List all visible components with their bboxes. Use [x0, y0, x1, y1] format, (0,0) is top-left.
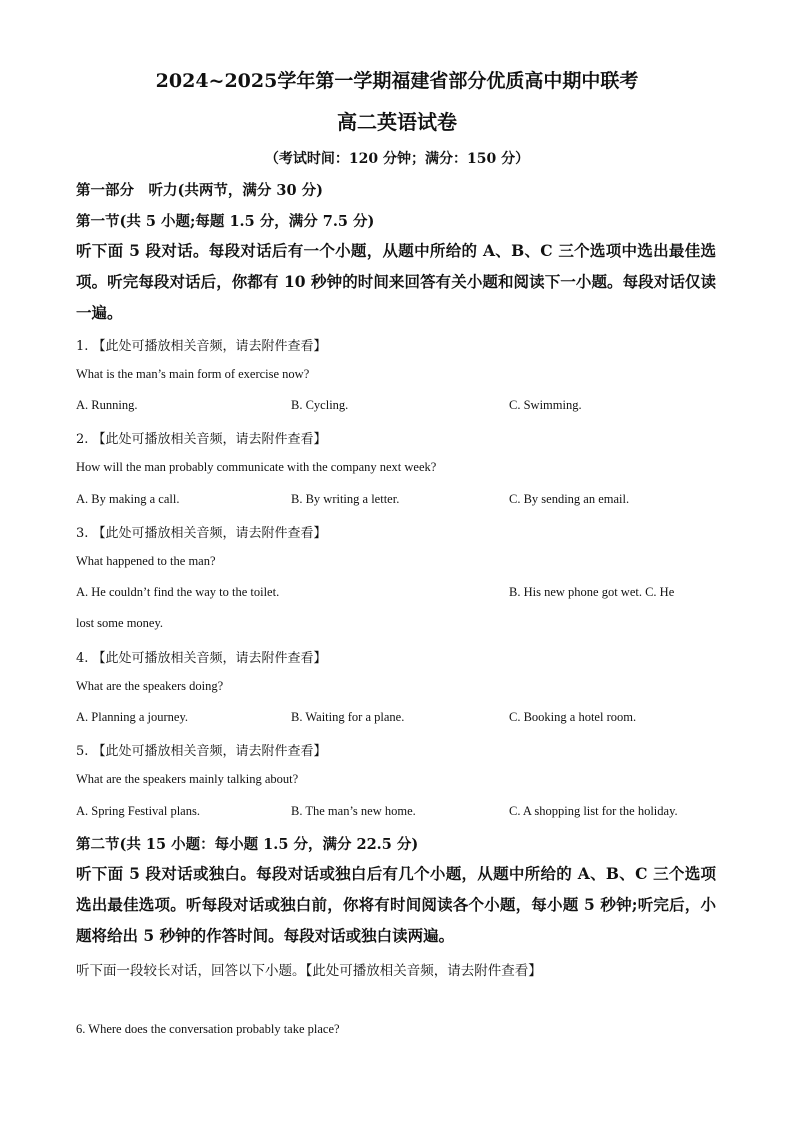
audio-prompt[interactable]: 【此处可播放相关音频，请去附件查看】 [92, 526, 327, 541]
question-header [76, 522, 327, 541]
section2-intro: 听下面一段较长对话，回答以下小题。【此处可播放相关音频，请去附件查看】 [76, 963, 542, 979]
question-header [76, 335, 327, 354]
section2-instructions: 听下面 5 段对话或独白。每段对话或独白后有几个小题，从题中所给的 A、B、C 三个选项选出最佳选项。听每段对话或独白前，你将有时间阅读各个小题，每小题 5 秒钟;听完后，小题将给出 5 秒钟的作答时间。每段对话或独白读两遍。 [76, 864, 716, 945]
question-number: 3. [76, 526, 89, 541]
section1-heading: 第一节(共 5 小题;每题 1.5 分，满分 7.5 分) [76, 213, 375, 230]
question-header [76, 428, 327, 447]
option-b: B. The man’s new home. [291, 804, 416, 818]
option-a: A. Planning a journey. [76, 710, 189, 724]
question-text: What are the speakers doing? [76, 679, 224, 693]
part-heading: 第一部分 听力(共两节，满分 30 分) [76, 182, 323, 199]
option-c: C. A shopping list for the holiday. [509, 804, 678, 818]
exam-subtitle: 高二英语试卷 [337, 110, 457, 134]
exam-info: （考试时间：120 分钟；满分：150 分） [264, 151, 530, 167]
question-text: What happened to the man? [76, 554, 216, 568]
question-number: 1. [76, 339, 89, 354]
option-a: A. Spring Festival plans. [76, 804, 200, 818]
exam-title: 2024~2025学年第一学期福建省部分优质高中期中联考 [155, 70, 639, 92]
question-text: What are the speakers mainly talking about? [76, 772, 299, 786]
audio-prompt[interactable]: 【此处可播放相关音频，请去附件查看】 [92, 432, 327, 447]
option-c-continued: lost some money. [76, 616, 164, 630]
audio-prompt[interactable]: 【此处可播放相关音频，请去附件查看】 [92, 339, 327, 354]
option-b: B. Waiting for a plane. [291, 710, 405, 724]
option-b-c: B. His new phone got wet. C. He [509, 585, 675, 599]
section2-heading: 第二节(共 15 小题：每小题 1.5 分，满分 22.5 分) [76, 836, 419, 853]
question-number: 4. [76, 651, 89, 666]
question-text: What is the man’s main form of exercise now? [76, 367, 310, 381]
option-c: C. Booking a hotel room. [509, 710, 637, 724]
option-a: A. By making a call. [76, 492, 180, 506]
section1-instructions: 听下面 5 段对话。每段对话后有一个小题，从题中所给的 A、B、C 三个选项中选出最佳选项。听完每段对话后，你都有 10 秒钟的时间来回答有关小题和阅读下一小题。每段对话仅读一遍。 [76, 241, 716, 322]
option-c: C. By sending an email. [509, 492, 630, 506]
audio-prompt[interactable]: 【此处可播放相关音频，请去附件查看】 [92, 651, 327, 666]
option-a: A. He couldn’t find the way to the toilet. [76, 585, 280, 599]
question-number: 5. [76, 744, 89, 759]
question-header [76, 647, 327, 666]
option-a: A. Running. [76, 398, 138, 412]
option-b: B. By writing a letter. [291, 492, 400, 506]
option-c: C. Swimming. [509, 398, 582, 412]
question-number: 2. [76, 432, 89, 447]
question-header [76, 740, 327, 759]
question-text: 6. Where does the conversation probably take place? [76, 1022, 340, 1036]
question-text: How will the man probably communicate with the company next week? [76, 460, 437, 474]
audio-prompt[interactable]: 【此处可播放相关音频，请去附件查看】 [92, 744, 327, 759]
option-b: B. Cycling. [291, 398, 349, 412]
